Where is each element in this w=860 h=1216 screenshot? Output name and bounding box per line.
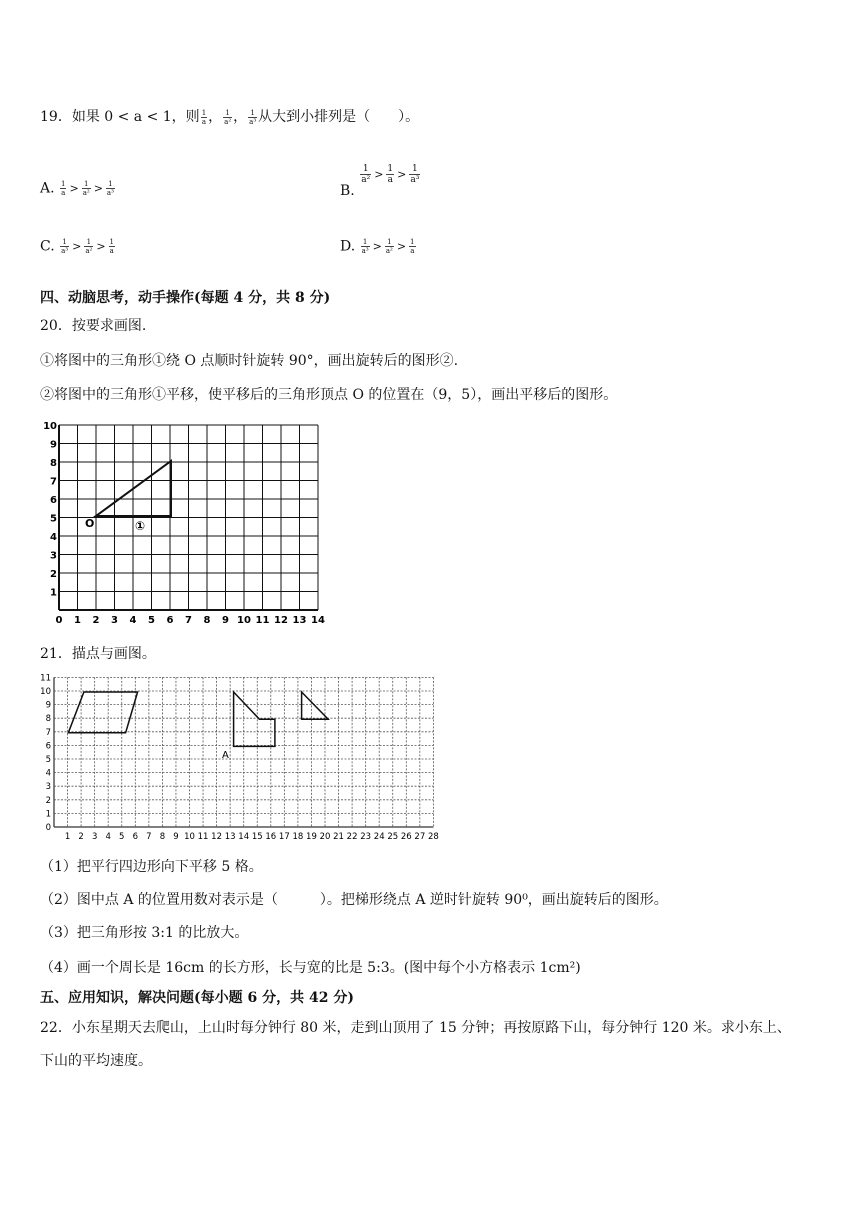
q21-x-tick-label: 6 <box>132 832 139 842</box>
q21-x-tick-label: 13 <box>224 832 236 842</box>
q21-triangle <box>302 692 329 719</box>
q21-parallelogram <box>68 692 137 733</box>
q21-x-tick-label: 17 <box>278 832 290 842</box>
q20-grid-lines <box>59 425 318 610</box>
q20-x-tick-label: 6 <box>166 615 174 626</box>
q21-x-tick-label: 19 <box>306 832 317 842</box>
q21-x-tick-label: 24 <box>373 832 385 842</box>
q20-x-tick-label: 3 <box>111 615 118 626</box>
q20-y-tick-label: 4 <box>50 532 57 543</box>
q20-y-tick-label: 5 <box>50 513 57 525</box>
q20-x-tick-label: 10 <box>237 615 251 626</box>
q21-y-tick-label: 3 <box>45 782 51 793</box>
q21-x-tick-label: 16 <box>265 832 277 842</box>
q20-y-tick-label: 3 <box>50 550 57 562</box>
q20-x-tick-label: 0 <box>55 615 63 626</box>
q20-x-tick-label: 5 <box>148 615 155 626</box>
q21-x-tick-label: 4 <box>105 832 111 842</box>
q20-x-tick-label: 8 <box>203 615 211 626</box>
q19-option-a[interactable]: A. $\frac{1}{a}$ > $\frac{1}{\text{a²}}$ > $\frac{1}{\text{a³}}$ <box>40 180 114 197</box>
q20-x-tick-label: 2 <box>92 615 100 626</box>
q19-stem-frac-3: $\frac{1}{\text{a³}}$ <box>249 108 257 126</box>
q20-x-tick-label: 14 <box>311 615 325 626</box>
q21-item-2: （2）图中点 A 的位置用数对表示是（ ）。把梯形绕点 A 逆时针旋转 90⁰，画出旋转后的图形。 <box>40 892 668 908</box>
q21-grid-lines <box>54 677 433 827</box>
q19-stem-frac-2: $\frac{1}{\text{a²}}$ <box>224 108 232 126</box>
q21-y-tick-label: 0 <box>45 823 51 833</box>
q21-x-tick-label: 23 <box>360 832 372 842</box>
q21-x-tick-label: 8 <box>159 832 166 842</box>
q21-y-tick-label: 11 <box>40 673 51 684</box>
q19-option-c[interactable]: C. $\frac{1}{\text{a³}}$ > $\frac{1}{\text{a²}}$ > $\frac{1}{a}$ <box>40 238 114 255</box>
q21-x-tick-label: 11 <box>197 832 209 842</box>
q21-y-tick-label: 7 <box>45 727 51 738</box>
q20-x-tick-label: 12 <box>274 615 288 626</box>
q20-y-tick-label: 8 <box>50 458 57 469</box>
q21-item-4: （4）画一个周长是 16cm 的长方形，长与宽的比是 5:3。(图中每个小方格表示 1cm²) <box>40 960 581 976</box>
q21-x-tick-label: 7 <box>146 832 152 842</box>
q20-grid-figure <box>36 416 336 628</box>
q21-y-tick-label: 1 <box>45 809 51 820</box>
q19-stem-tail: 从大到小排列是（ ）。 <box>258 109 420 125</box>
q20-instruction-1: ①将图中的三角形①绕 O 点顺时针旋转 90°，画出旋转后的图形②. <box>40 353 459 369</box>
q21-x-tick-label: 15 <box>251 832 263 842</box>
q22-text-line-1: 22．小东星期天去爬山，上山时每分钟行 80 米，走到山顶用了 15 分钟；再按原路下山，每分钟行 120 米。求小东上、 <box>40 1020 791 1036</box>
q20-instruction-2: ②将图中的三角形①平移，使平移后的三角形顶点 O 的位置在（9，5），画出平移后的图形。 <box>40 387 618 403</box>
q21-x-tick-label: 28 <box>427 832 439 842</box>
q22-text-line-2: 下山的平均速度。 <box>40 1053 152 1069</box>
q21-y-tick-label: 6 <box>45 741 51 752</box>
q21-x-tick-label: 25 <box>387 832 399 842</box>
q21-x-tick-label: 1 <box>64 832 71 842</box>
q20-y-tick-label: 9 <box>50 439 57 451</box>
q20-title: 20．按要求画图. <box>40 318 147 334</box>
q21-x-tick-label: 14 <box>238 832 250 842</box>
q21-grid-figure <box>36 672 450 844</box>
q21-x-tick-label: 3 <box>91 832 98 842</box>
q21-x-tick-label: 2 <box>78 832 84 842</box>
q21-y-tick-label: 5 <box>45 755 51 765</box>
q21-x-tick-label: 10 <box>184 832 195 842</box>
q21-x-tick-label: 20 <box>319 832 331 842</box>
q20-y-tick-label: 7 <box>50 476 57 488</box>
q20-x-tick-label: 11 <box>255 615 270 626</box>
q21-y-tick-label: 8 <box>45 714 51 725</box>
q19-stem-text: 19．如果 0 < a < 1，则 <box>40 109 200 125</box>
q21-x-tick-label: 12 <box>211 832 223 842</box>
q21-y-tick-label: 10 <box>40 687 51 697</box>
q19-stem-frac-1: $\frac{1}{a}$ <box>201 108 207 126</box>
q19-option-d[interactable]: D. $\frac{1}{\text{a³}}$ > $\frac{1}{\text{a²}}$ > $\frac{1}{a}$ <box>340 238 415 255</box>
q21-trapezoid <box>234 692 275 746</box>
q21-item-3: （3）把三角形按 3:1 的比放大。 <box>40 925 249 941</box>
q21-y-tick-label: 9 <box>45 700 51 711</box>
section-5-heading: 五、应用知识，解决问题(每小题 6 分，共 42 分) <box>40 990 354 1006</box>
q21-item-1: （1）把平行四边形向下平移 5 格。 <box>40 859 263 875</box>
q21-y-tick-label: 2 <box>45 795 51 806</box>
q21-x-tick-label: 27 <box>414 832 426 842</box>
q20-x-tick-label: 1 <box>74 615 81 626</box>
q20-y-tick-label: 1 <box>50 587 57 599</box>
q21-y-tick-labels <box>40 673 51 833</box>
q20-y-tick-label: 2 <box>50 569 57 580</box>
q20-y-tick-label: 10 <box>43 421 57 432</box>
q21-x-tick-label: 22 <box>346 832 358 842</box>
q20-triangle-label: ① <box>135 519 146 533</box>
q20-x-tick-labels <box>56 615 325 626</box>
q21-y-tick-label: 4 <box>45 768 51 779</box>
q21-point-a-label: A <box>222 750 229 761</box>
q20-y-tick-label: 6 <box>50 495 57 506</box>
q20-point-o-label: O <box>85 517 95 530</box>
q21-x-tick-label: 5 <box>119 832 125 842</box>
q21-x-tick-label: 26 <box>400 832 412 842</box>
q21-x-tick-label: 18 <box>292 832 304 842</box>
q20-x-tick-label: 13 <box>292 615 307 626</box>
q19-option-b[interactable]: B. $\frac{1}{\text{a²}}$ > $\frac{1}{a}$ > $\frac{1}{\text{a³}}$ <box>340 164 420 199</box>
q21-x-tick-label: 9 <box>173 832 179 842</box>
q20-y-tick-labels <box>43 421 57 599</box>
q20-x-tick-label: 7 <box>185 615 192 626</box>
q20-x-tick-label: 9 <box>222 615 229 626</box>
q21-x-tick-labels <box>65 832 439 842</box>
q20-x-tick-label: 4 <box>129 615 137 626</box>
q21-x-tick-label: 21 <box>333 832 344 842</box>
q21-title: 21．描点与画图。 <box>40 646 156 662</box>
q19-stem: 19．如果 0 < a < 1，则 $\frac{1}{a}$ ， $\frac{1}{\text{a²}}$ ， $\frac{1}{\text{a³}}$ 从大到小排列是（ ）。 <box>40 108 420 126</box>
section-4-heading: 四、动脑思考，动手操作(每题 4 分，共 8 分) <box>40 290 331 306</box>
